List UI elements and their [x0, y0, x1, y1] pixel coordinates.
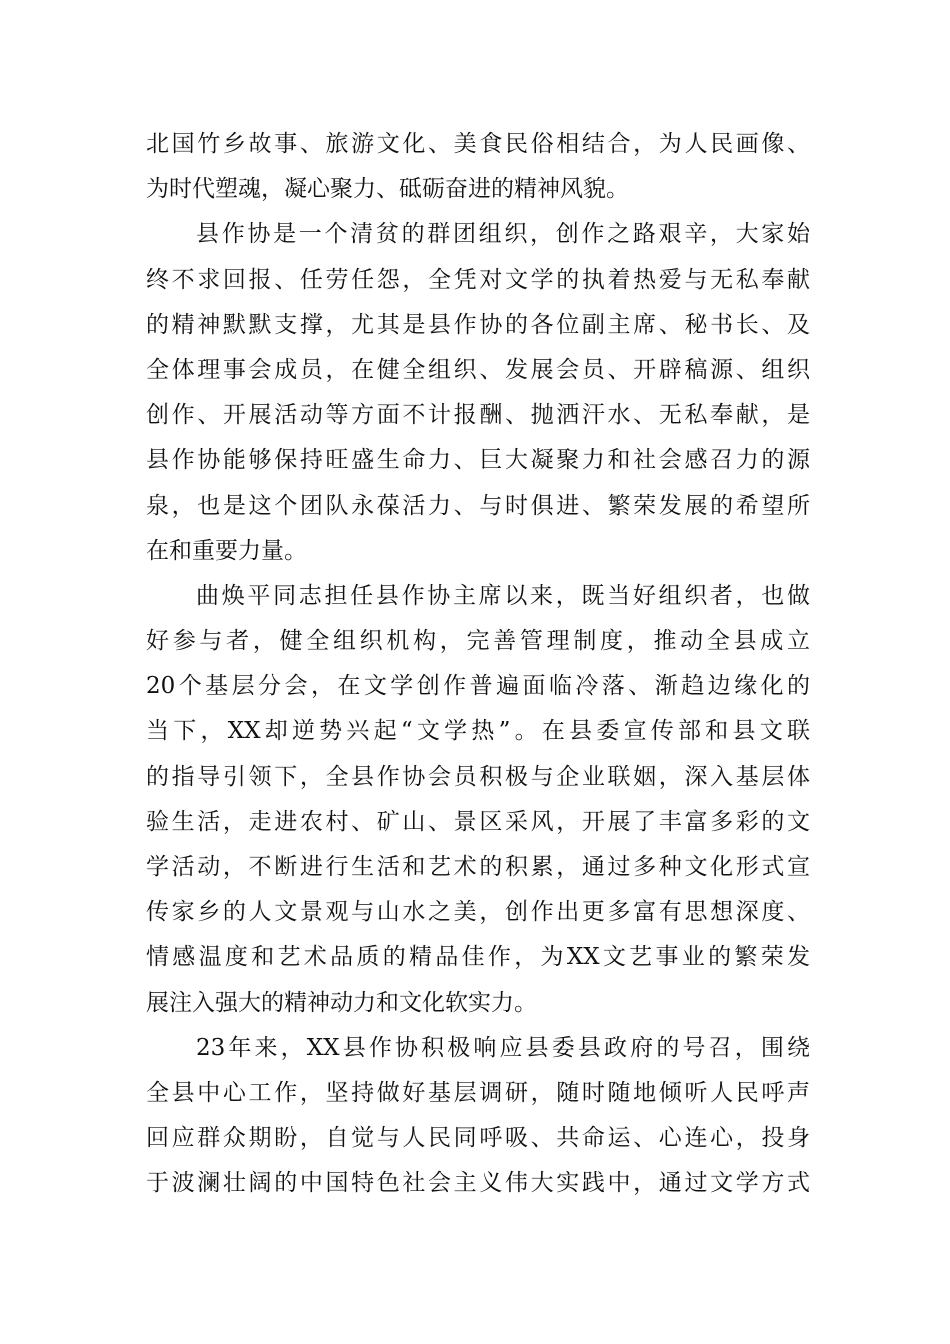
text-line: 全县中心工作，坚持做好基层调研，随时随地倾听人民呼声 [146, 1079, 810, 1106]
paragraph-2 [146, 212, 810, 574]
text-line: 展注入强大的精神动力和文化软实力。 [146, 989, 537, 1016]
text-line: 于波澜壮阔的中国特色社会主义伟大实践中，通过文学方式 [146, 1170, 810, 1197]
text-line: 的精神默默支撑，尤其是县作协的各位副主席、秘书长、及 [146, 311, 810, 338]
text-line: 县作协能够保持旺盛生命力、巨大凝聚力和社会感召力的源 [146, 447, 810, 474]
text-line: 在和重要力量。 [146, 537, 307, 564]
text-line: 情感温度和艺术品质的精品佳作，为XX文艺事业的繁荣发 [146, 944, 810, 971]
text-line: 为时代塑魂，凝心聚力、砥砺奋进的精神风貌。 [146, 176, 629, 203]
text-line: 曲焕平同志担任县作协主席以来，既当好组织者，也做 [196, 582, 810, 609]
text-line: 当下，XX却逆势兴起“文学热”。在县委宣传部和县文联 [146, 718, 810, 745]
text-line: 传家乡的人文景观与山水之美，创作出更多富有思想深度、 [146, 899, 810, 926]
paragraph-4 [146, 1026, 810, 1207]
text-line: 的指导引领下，全县作协会员积极与企业联姻，深入基层体 [146, 763, 810, 790]
text-line: 泉，也是这个团队永葆活力、与时俱进、繁荣发展的希望所 [146, 492, 810, 519]
text-line: 好参与者，健全组织机构，完善管理制度，推动全县成立 [146, 628, 810, 655]
paragraph-3 [146, 574, 810, 1026]
text-line: 全体理事会成员，在健全组织、发展会员、开辟稿源、组织 [146, 356, 810, 383]
paragraph-1 [146, 122, 810, 212]
text-line: 北国竹乡故事、旅游文化、美食民俗相结合，为人民画像、 [146, 131, 810, 157]
text-line: 学活动，不断进行生活和艺术的积累，通过多种文化形式宣 [146, 854, 810, 880]
text-line: 23年来，XX县作协积极响应县委县政府的号召，围绕 [196, 1034, 810, 1061]
text-line: 终不求回报、任劳任怨，全凭对文学的执着热爱与无私奉献 [146, 266, 810, 293]
text-line: 回应群众期盼，自觉与人民同呼吸、共命运、心连心，投身 [146, 1125, 810, 1152]
document-body [146, 122, 810, 1207]
text-line: 验生活，走进农村、矿山、景区采风，开展了丰富多彩的文 [146, 808, 810, 835]
text-line: 20个基层分会，在文学创作普遍面临冷落、渐趋边缘化的 [146, 673, 810, 700]
text-line: 县作协是一个清贫的群团组织，创作之路艰辛，大家始 [196, 221, 810, 248]
text-line: 创作、开展活动等方面不计报酬、抛洒汗水、无私奉献，是 [146, 402, 810, 429]
